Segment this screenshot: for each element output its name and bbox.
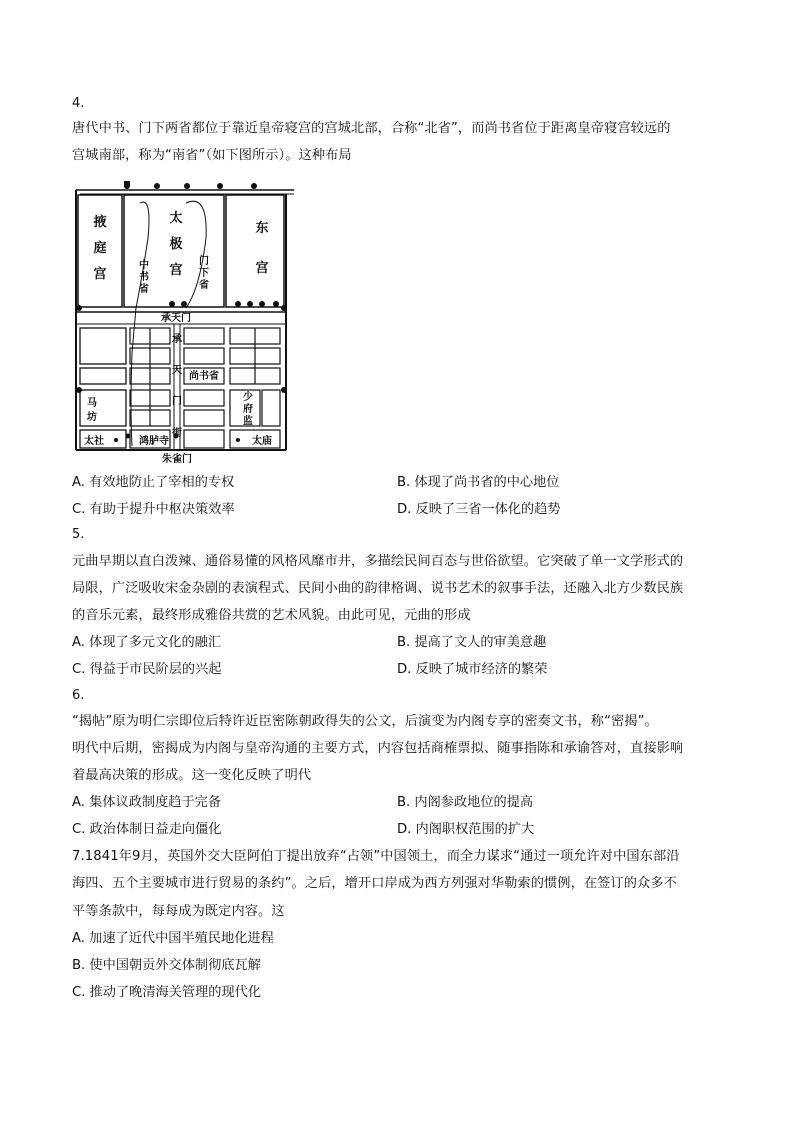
map-label-shaofu: 少 [243,392,253,403]
map-label-zhongshu: 中 [139,260,149,271]
option-c: C. 有助于提升中枢决策效率 [72,502,235,517]
map-label-honglu: 鸿胪寺 [139,436,169,447]
question-stem-line: 元曲早期以直白泼辣、通俗易懂的风格风靡市井，多描绘民间百态与世俗欲望。它突破了单一文学形式的 [72,554,684,569]
map-label-menxia: 省 [199,280,209,291]
option-a: A. 集体议政制度趋于完备 [72,795,222,810]
question-stem-line: 7.1841年9月，英国外交大臣阿伯丁提出放弃“占领”中国领土，而全力谋求“通过一项允许对中国东部沿 [72,849,680,864]
map-label-shaofu: 府 [243,404,253,415]
question-number: 5. [72,527,85,542]
option-c: C. 推动了晚清海关管理的现代化 [72,985,262,1000]
map-label-menxia: 下 [199,268,209,279]
question-stem-line: 平等条款中，每每成为既定内容。这 [72,904,285,919]
map-label-chengtianjie: 天 [172,365,182,376]
map-label-yeting: 庭 [93,241,107,256]
map-label-donggong: 东 [255,221,269,236]
map-label-shaofu: 监 [243,416,253,427]
map-label-donggong: 宫 [255,261,269,276]
map-label-taishe: 太社 [84,436,104,447]
map-label-chengtianjie: 承 [172,334,182,345]
question-stem-line: 唐代中书、门下两省都位于靠近皇帝寝宫的宫城北部，合称“北省”，而尚书省位于距离皇帝寝宫较远的 [72,121,671,136]
map-label-taiji: 宫 [169,263,183,278]
question-stem-line: “揭帖”原为明仁宗即位后特许近臣密陈朝政得失的公文，后演变为内阁专享的密奏文书，称“密揭”。 [72,714,658,729]
option-c: C. 得益于市民阶层的兴起 [72,662,222,677]
option-d: D. 反映了城市经济的繁荣 [397,662,548,677]
option-a: A. 加速了近代中国半殖民地化进程 [72,931,274,946]
option-a: A. 体现了多元文化的融汇 [72,635,222,650]
map-label-chengtianjie: 门 [172,396,182,407]
question-stem-line: 宫城南部，称为“南省”（如下图所示）。这种布局 [72,148,352,163]
map-label-zhuque: 朱雀门 [162,454,192,464]
option-b: B. 提高了文人的审美意趣 [397,635,547,650]
map-label-taiji: 太 [169,211,183,226]
option-d: D. 反映了三省一体化的趋势 [397,502,561,517]
map-label-zhongshu: 书 [139,272,149,283]
question-stem-line: 的音乐元素，最终形成雅俗共赏的艺术风貌。由此可见，元曲的形成 [72,608,471,623]
map-label-taimiao: 太庙 [252,436,272,447]
map-label-mafang: 坊 [87,412,97,423]
question-stem-line: 局限，广泛吸收宋金杂剧的表演程式、民间小曲的韵律格调、说书艺术的叙事手法，还融入北方少数民族 [72,581,684,596]
question-stem-line: 明代中后期，密揭成为内阁与皇帝沟通的主要方式，内容包括商榷票拟、随事指陈和承谕答对，直接影响 [72,741,684,756]
map-label-yeting: 宫 [93,267,107,282]
tang-palace-city-map [72,178,298,464]
question-number: 6. [72,688,85,703]
map-label-chengtianmen: 承天门 [161,313,191,324]
option-b: B. 体现了尚书省的中心地位 [397,475,560,490]
option-c: C. 政治体制日益走向僵化 [72,822,222,837]
option-a: A. 有效地防止了宰相的专权 [72,475,235,490]
map-label-mafang: 马 [87,398,97,409]
option-b: B. 内阁参政地位的提高 [397,795,534,810]
map-label-chengtianjie: 街 [172,428,182,439]
question-stem-line: 着最高决策的形成。这一变化反映了明代 [72,768,312,783]
map-label-zhongshu: 省 [139,284,149,295]
map-label-taiji: 极 [169,237,183,252]
map-label-shangshu: 尚书省 [189,371,219,382]
map-label-yeting: 掖 [93,215,107,230]
map-label-menxia: 门 [199,256,209,267]
question-number: 4. [72,96,85,111]
option-b: B. 使中国朝贡外交体制彻底瓦解 [72,958,261,973]
question-stem-line: 海四、五个主要城市进行贸易的条约”。之后，增开口岸成为西方列强对华勒索的惯例，在签订的众多不 [72,876,677,891]
option-d: D. 内阁职权范围的扩大 [397,822,535,837]
